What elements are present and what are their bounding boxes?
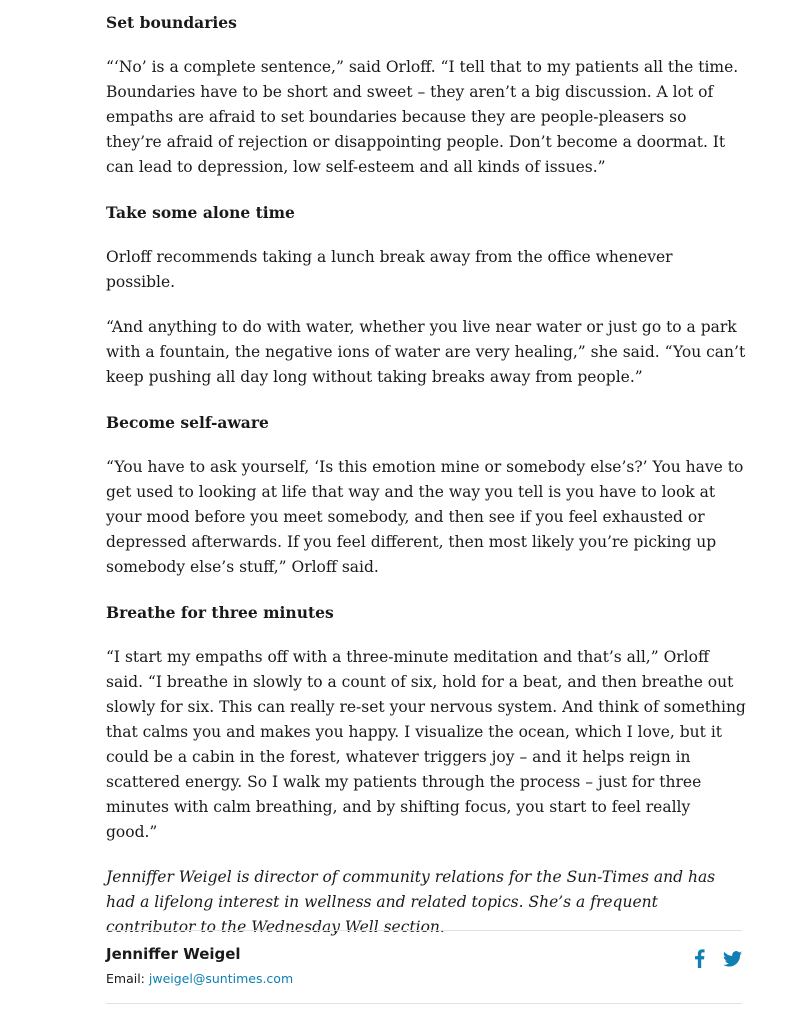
email-label: Email: (106, 971, 145, 986)
facebook-icon (694, 949, 705, 968)
article-paragraph: “And anything to do with water, whether you live near water or just go to a park with a fountain, the negative ions of water are very healing,” she said. “You can’t keep pushing all day long without taking breaks away from people.” (106, 318, 746, 386)
author-box (106, 930, 742, 1004)
article-paragraph: “You have to ask yourself, ‘Is this emotion mine or somebody else’s?’ You have to get used to looking at life that way and the way you tell is you have to look at your mood before you meet somebody, and then see if you feel exhausted or depressed afterwards. If you feel different, then most likely you’re picking up somebody else’s stuff,” Orloff said. (106, 458, 744, 576)
facebook-share-button[interactable] (694, 949, 705, 968)
twitter-share-button[interactable] (723, 951, 742, 967)
article-paragraph: Orloff recommends taking a lunch break away from the office whenever possible. (106, 248, 673, 291)
author-name: Jenniffer Weigel (106, 945, 241, 963)
section-heading: Set boundaries (106, 13, 237, 32)
section-heading: Breathe for three minutes (106, 603, 334, 622)
section-heading: Take some alone time (106, 203, 295, 222)
article-body (106, 0, 746, 940)
social-links (694, 949, 742, 968)
twitter-icon (723, 951, 742, 967)
author-bio: Jenniffer Weigel is director of community relations for the Sun-Times and has had a lifelong interest in wellness and related topics. She’s a frequent contributor to the Wednesday Well section. (106, 868, 716, 936)
article-paragraph: “‘No’ is a complete sentence,” said Orloff. “I tell that to my patients all the time. Boundaries have to be short and sweet – they aren’t a big discussion. A lot of empaths are afraid to set boundaries because they are people-pleasers so they’re afraid of rejection or disappointing people. Don’t become a doormat. It can lead to depression, low self-esteem and all kinds of issues.” (106, 58, 739, 176)
author-email-line (106, 971, 293, 986)
author-email-link[interactable]: jweigel@suntimes.com (148, 971, 294, 986)
section-heading: Become self-aware (106, 413, 269, 432)
article-paragraph: “I start my empaths off with a three-minute meditation and that’s all,” Orloff said. “I breathe in slowly to a count of six, hold for a beat, and then breathe out slowly for six. This can really re-set your nervous system. And think of something that calms you and makes you happy. I visualize the ocean, which I love, but it could be a cabin in the forest, whatever triggers joy – and it helps reign in scattered energy. So I walk my patients through the process – just for three minutes with calm breathing, and by shifting focus, you start to feel really good.” (106, 648, 746, 841)
